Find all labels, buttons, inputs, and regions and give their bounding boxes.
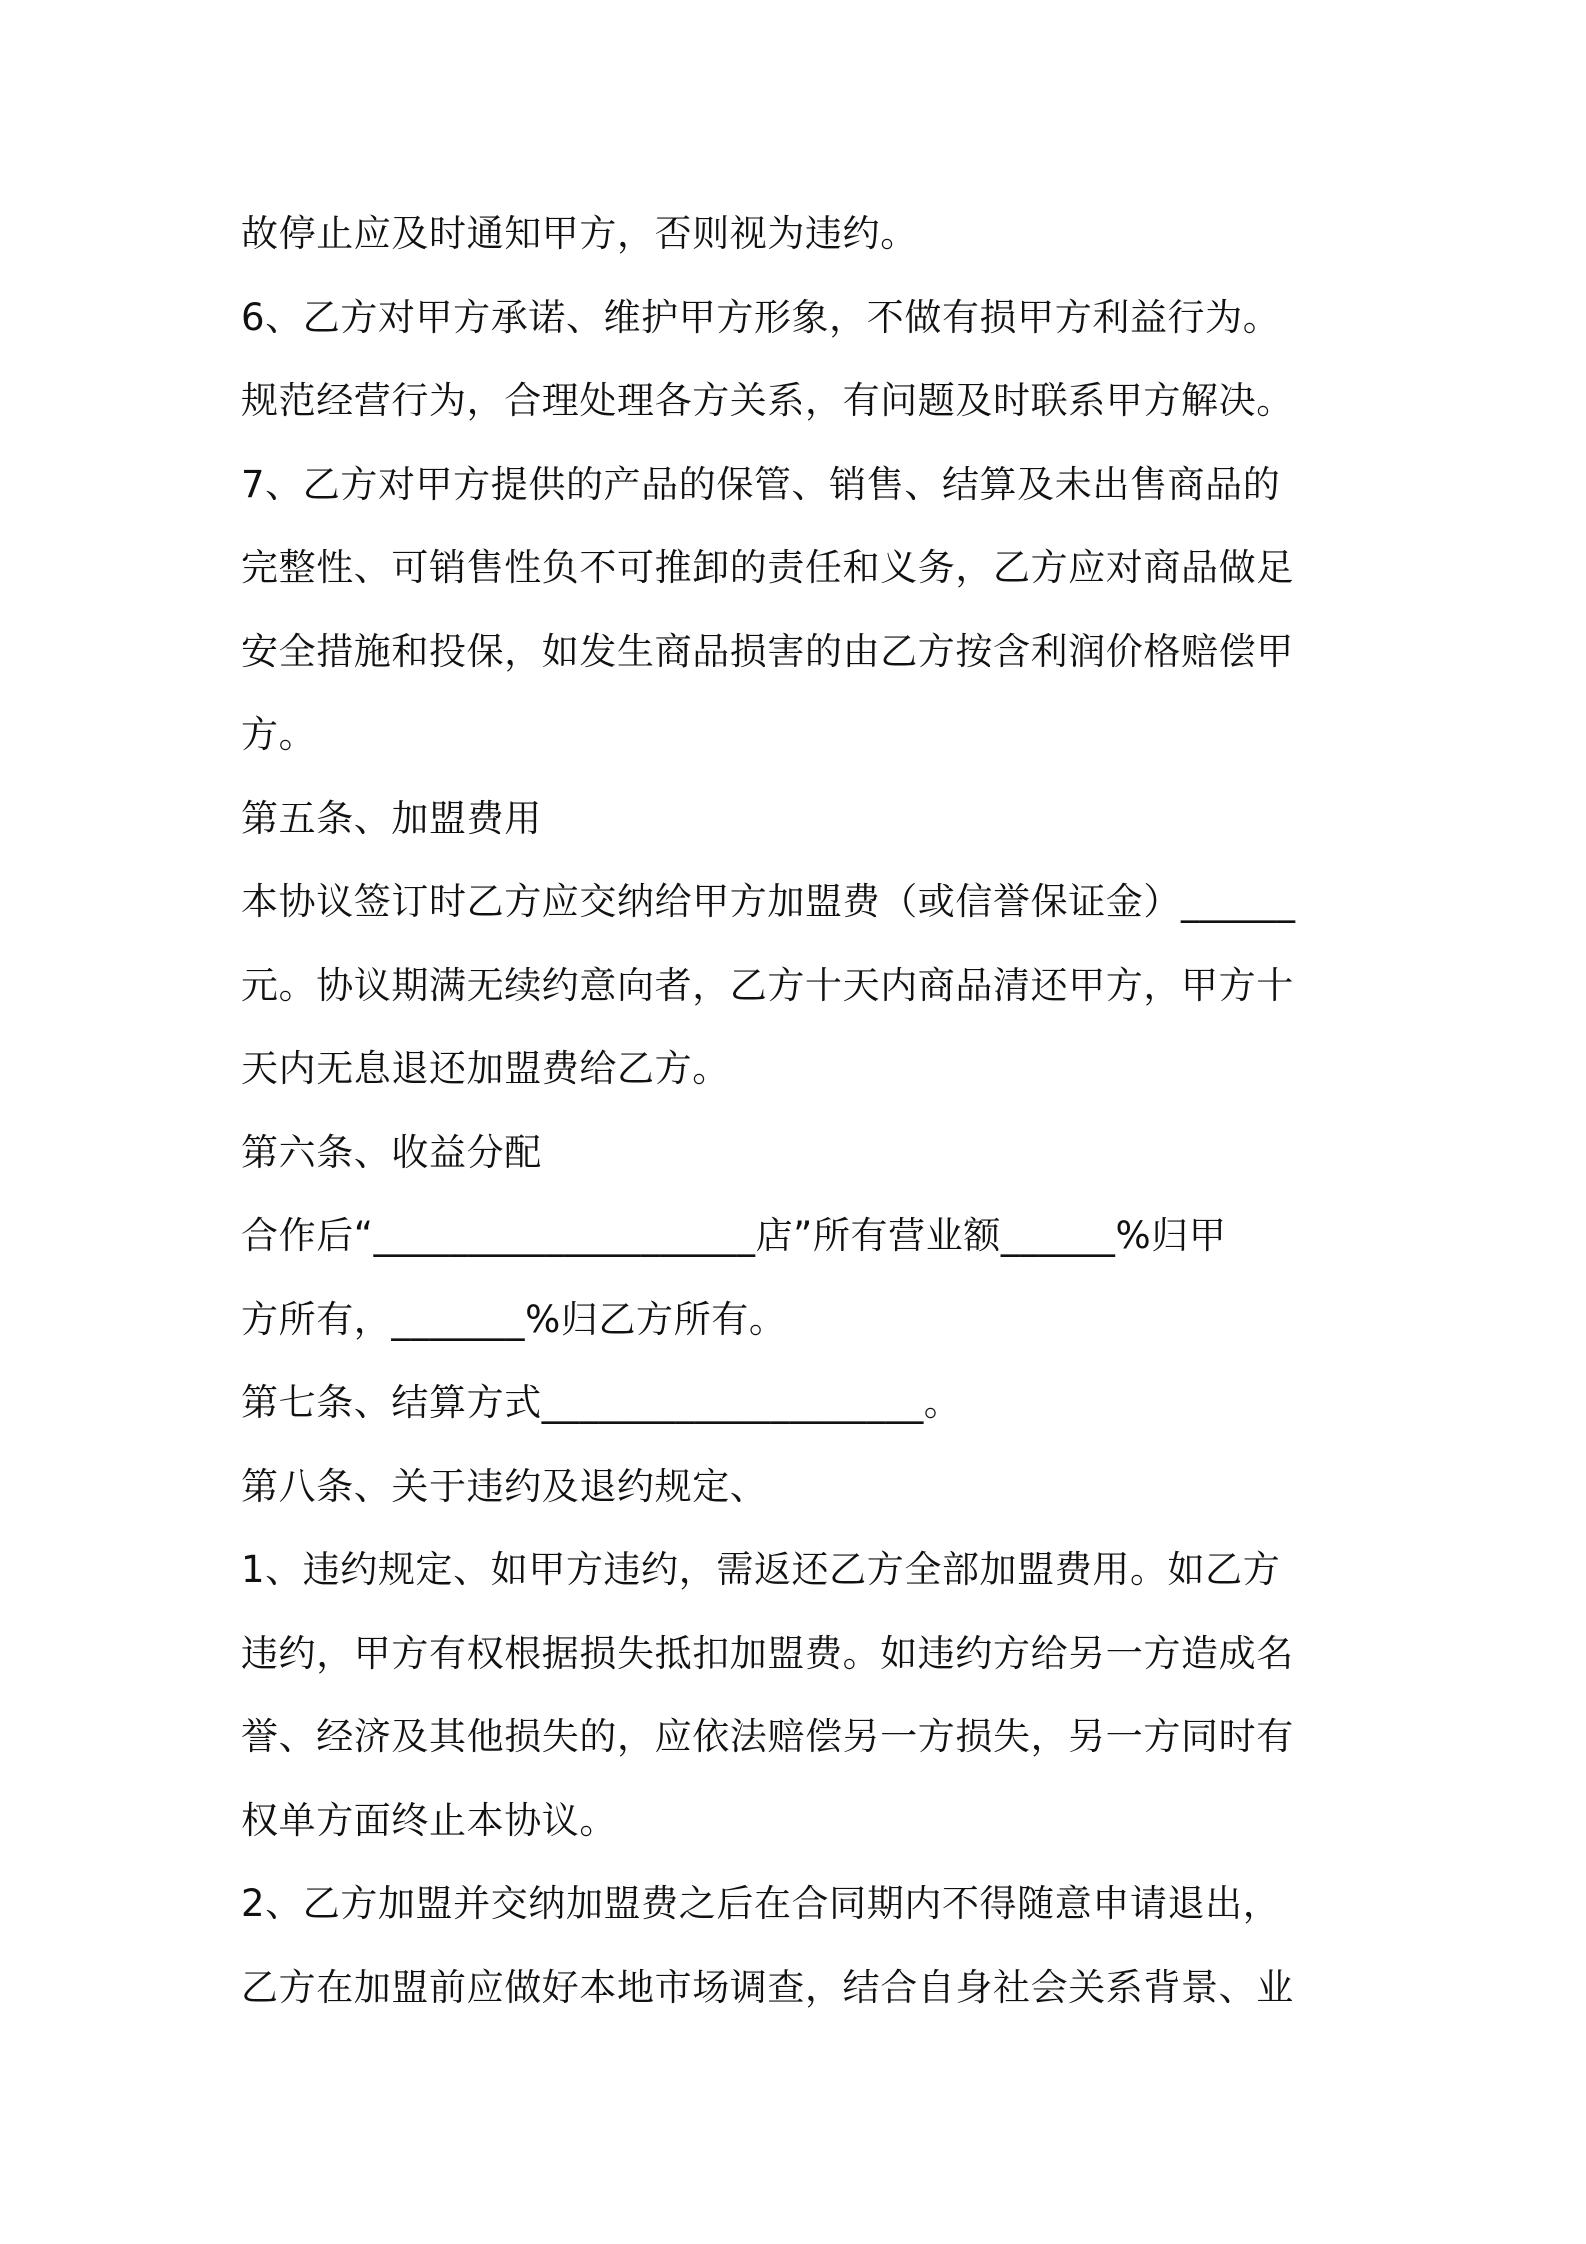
text-line: 天内无息退还加盟费给乙方。 [241, 1047, 730, 1090]
section-heading-6: 第六条、收益分配 [241, 1130, 542, 1174]
text-line: 乙方在加盟前应做好本地市场调查，结合自身社会关系背景、业 [241, 1965, 1294, 2009]
text-line: 合作后“____________________店”所有营业额______%归甲 [241, 1214, 1227, 1257]
text-line: 完整性、可销售性负不可推卸的责任和义务，乙方应对商品做足 [241, 546, 1294, 589]
clause-8-item-1: 1、违约规定、如甲方违约，需返还乙方全部加盟费用。如乙方 [241, 1548, 1281, 1591]
contract-body-text [241, 192, 1361, 2029]
section-heading-7: 第七条、结算方式____________________。 [241, 1381, 962, 1424]
text-line: 元。协议期满无续约意向者，乙方十天内商品清还甲方，甲方十 [241, 963, 1294, 1007]
text-line: 规范经营行为，合理处理各方关系，有问题及时联系甲方解决。 [241, 379, 1294, 422]
text-line: 方所有，_______%归乙方所有。 [241, 1297, 787, 1341]
section-heading-8: 第八条、关于违约及退约规定、 [241, 1464, 768, 1508]
text-line: 安全措施和投保，如发生商品损害的由乙方按含利润价格赔偿甲 [241, 629, 1294, 673]
text-line: 违约，甲方有权根据损失抵扣加盟费。如违约方给另一方造成名 [241, 1631, 1294, 1675]
text-line: 本协议签订时乙方应交纳给甲方加盟费（或信誉保证金）______ [241, 880, 1296, 923]
section-heading-5: 第五条、加盟费用 [241, 796, 542, 840]
clause-8-item-2: 2、乙方加盟并交纳加盟费之后在合同期内不得随意申请退出， [241, 1882, 1281, 1925]
text-line: 方。 [241, 713, 317, 756]
clause-4-item-7: 7、乙方对甲方提供的产品的保管、销售、结算及未出售商品的 [241, 462, 1281, 506]
text-line: 权单方面终止本协议。 [241, 1798, 617, 1842]
text-line: 誉、经济及其他损失的，应依法赔偿另一方损失，另一方同时有 [241, 1715, 1294, 1758]
text-line: 故停止应及时通知甲方，否则视为违约。 [241, 212, 918, 255]
clause-4-item-6: 6、乙方对甲方承诺、维护甲方形象，不做有损甲方利益行为。 [241, 295, 1281, 339]
